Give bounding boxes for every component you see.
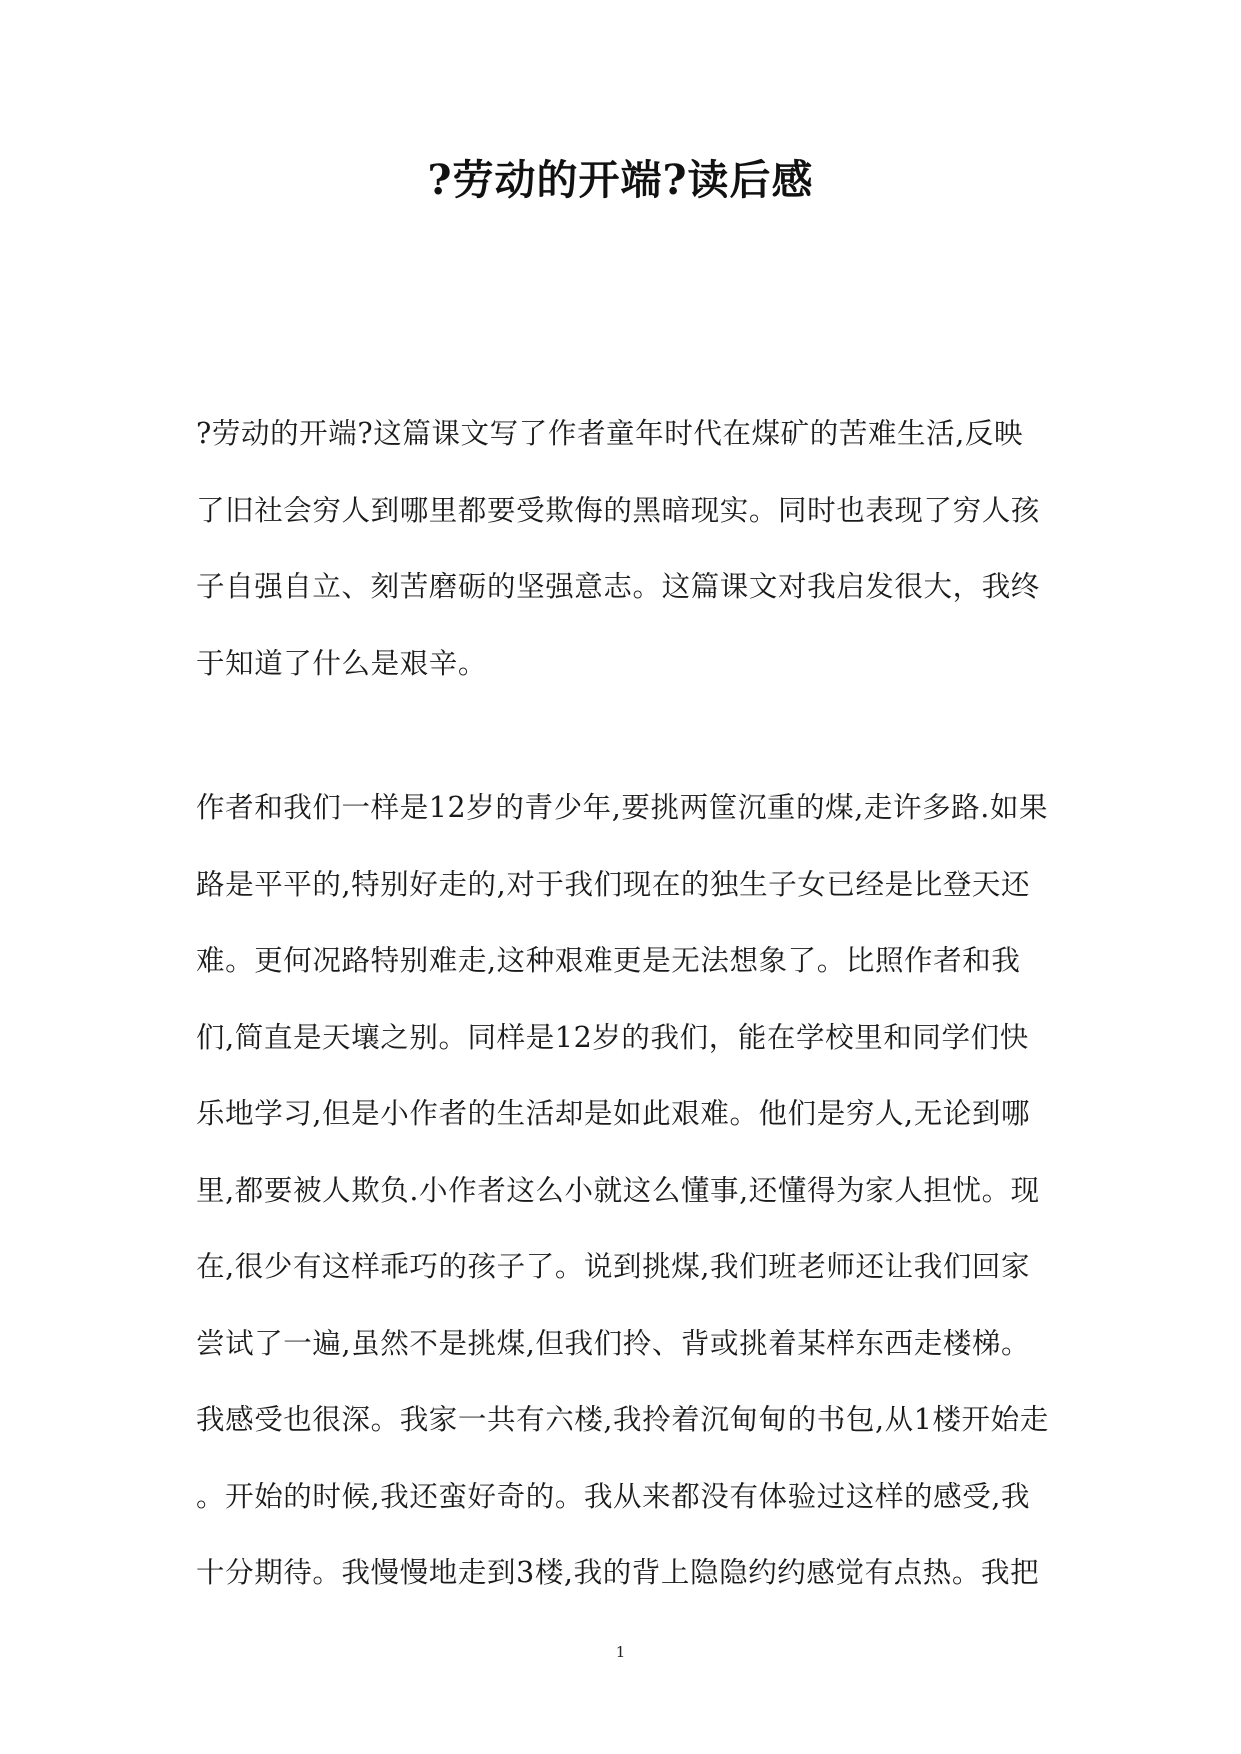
paragraph-line: 于知道了什么是艰辛。: [196, 646, 488, 680]
paragraph-line: 作者和我们一样是12岁的青少年,要挑两筐沉重的煤,走许多路.如果: [196, 791, 1049, 824]
page-number: 1: [615, 1643, 626, 1661]
paragraph-1: [196, 396, 1056, 702]
paragraph-line: 难。更何况路特别难走,这种艰难更是无法想象了。比照作者和我: [196, 944, 1021, 977]
paragraph-line: 尝试了一遍,虽然不是挑煤,但我们拎、背或挑着某样东西走楼梯。: [196, 1326, 1031, 1360]
paragraph-line: ?劳动的开端?这篇课文写了作者童年时代在煤矿的苦难生活,反映: [196, 417, 1024, 450]
paragraph-line: 乐地学习,但是小作者的生活却是如此艰难。他们是穷人,无论到哪: [196, 1097, 1031, 1130]
document-title: ?劳动的开端?读后感: [427, 156, 814, 204]
paragraph-line: 子自强自立、刻苦磨砺的坚强意志。这篇课文对我启发很大，我终: [196, 570, 1040, 603]
paragraph-2: [196, 770, 1056, 1612]
paragraph-line: 了旧社会穷人到哪里都要受欺侮的黑暗现实。同时也表现了穷人孩: [196, 493, 1040, 527]
paragraph-line: 我感受也很深。我家一共有六楼,我拎着沉甸甸的书包,从1楼开始走: [196, 1403, 1049, 1436]
paragraph-line: 们,简直是天壤之别。同样是12岁的我们，能在学校里和同学们快: [196, 1020, 1029, 1054]
paragraph-line: 十分期待。我慢慢地走到3楼,我的背上隐隐约约感觉有点热。我把: [196, 1556, 1040, 1589]
paragraph-line: 路是平平的,特别好走的,对于我们现在的独生子女已经是比登天还: [196, 867, 1031, 901]
paragraph-line: 。开始的时候,我还蛮好奇的。我从来都没有体验过这样的感受,我: [196, 1479, 1031, 1513]
paragraph-line: 在,很少有这样乖巧的孩子了。说到挑煤,我们班老师还让我们回家: [196, 1250, 1031, 1283]
paragraph-line: 里,都要被人欺负.小作者这么小就这么懂事,还懂得为家人担忧。现: [196, 1173, 1040, 1207]
